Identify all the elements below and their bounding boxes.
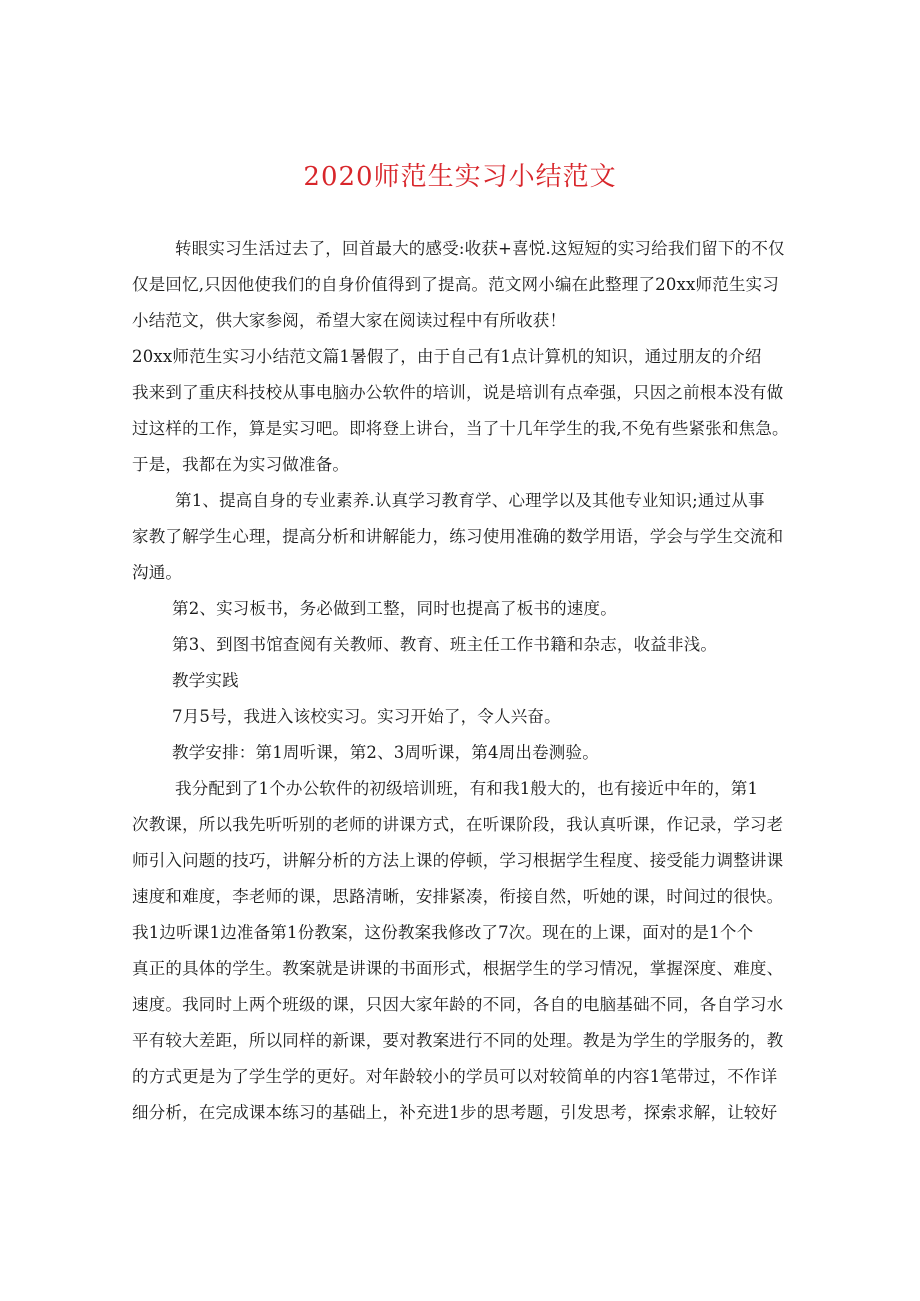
body-line: 的方式更是为了学生学的更好。对年龄较小的学员可以对较简单的内容1笔带过，不作详 <box>132 1067 778 1086</box>
body-line: 速度。我同时上两个班级的课，只因大家年龄的不同，各自的电脑基础不同，各自学习水 <box>132 995 784 1014</box>
body-line: 细分析，在完成课本练习的基础上，补充进1步的思考题，引发思考，探索求解，让较好 <box>132 1103 778 1122</box>
body-line: 真正的具体的学生。教案就是讲课的书面形式，根据学生的学习情况，掌握深度、难度、 <box>132 959 784 978</box>
document-title: 2020师范生实习小结范文 <box>303 162 617 192</box>
body-line: 速度和难度，李老师的课，思路清晰，安排紧凑，衔接自然，听她的课，时间过的很快。 <box>132 887 784 906</box>
body-line: 家教了解学生心理，提高分析和讲解能力，练习使用准确的数学用语，学会与学生交流和 <box>132 527 784 546</box>
body-line: 小结范文，供大家参阅，希望大家在阅读过程中有所收获！ <box>132 311 567 330</box>
body-line: 教学安排：第1周听课，第2、3周听课，第4周出卷测验。 <box>172 743 599 762</box>
body-line: 转眼实习生活过去了，回首最大的感受:收获+喜悦.这短短的实习给我们留下的不仅 <box>175 239 785 258</box>
body-line: 我分配到了1个办公软件的初级培训班，有和我1般大的，也有接近中年的，第1 <box>175 779 759 798</box>
body-line: 过这样的工作，算是实习吧。即将登上讲台，当了十几年学生的我,不免有些紧张和焦急。 <box>132 419 789 438</box>
body-line: 我1边听课1边准备第1份教案，这份教案我修改了7次。现在的上课，面对的是1个个 <box>132 923 754 942</box>
body-line: 沟通。 <box>132 563 183 582</box>
body-line: 20xx师范生实习小结范文篇1暑假了，由于自己有1点计算机的知识，通过朋友的介绍 <box>132 347 762 366</box>
body-line: 第3、到图书馆查阅有关教师、教育、班主任工作书籍和杂志，收益非浅。 <box>172 635 718 654</box>
body-line: 于是，我都在为实习做准备。 <box>132 455 350 474</box>
body-line: 师引入问题的技巧，讲解分析的方法上课的停顿，学习根据学生程度、接受能力调整讲课 <box>132 851 784 870</box>
body-line: 第1、提高自身的专业素养.认真学习教育学、心理学以及其他专业知识;通过从事 <box>175 491 765 510</box>
body-line: 我来到了重庆科技校从事电脑办公软件的培训，说是培训有点牵强，只因之前根本没有做 <box>132 383 784 402</box>
body-line: 第2、实习板书，务必做到工整，同时也提高了板书的速度。 <box>172 599 617 618</box>
body-line: 7月5号，我进入该校实习。实习开始了，令人兴奋。 <box>172 707 561 726</box>
body-line: 仅是回忆,只因他使我们的自身价值得到了提高。范文网小编在此整理了20xx师范生实习 <box>132 275 780 294</box>
body-line: 教学实践 <box>172 671 239 690</box>
body-line: 平有较大差距，所以同样的新课，要对教案进行不同的处理。教是为学生的学服务的，教 <box>132 1031 784 1050</box>
body-line: 次教课，所以我先听听别的老师的讲课方式，在听课阶段，我认真听课，作记录，学习老 <box>132 815 784 834</box>
